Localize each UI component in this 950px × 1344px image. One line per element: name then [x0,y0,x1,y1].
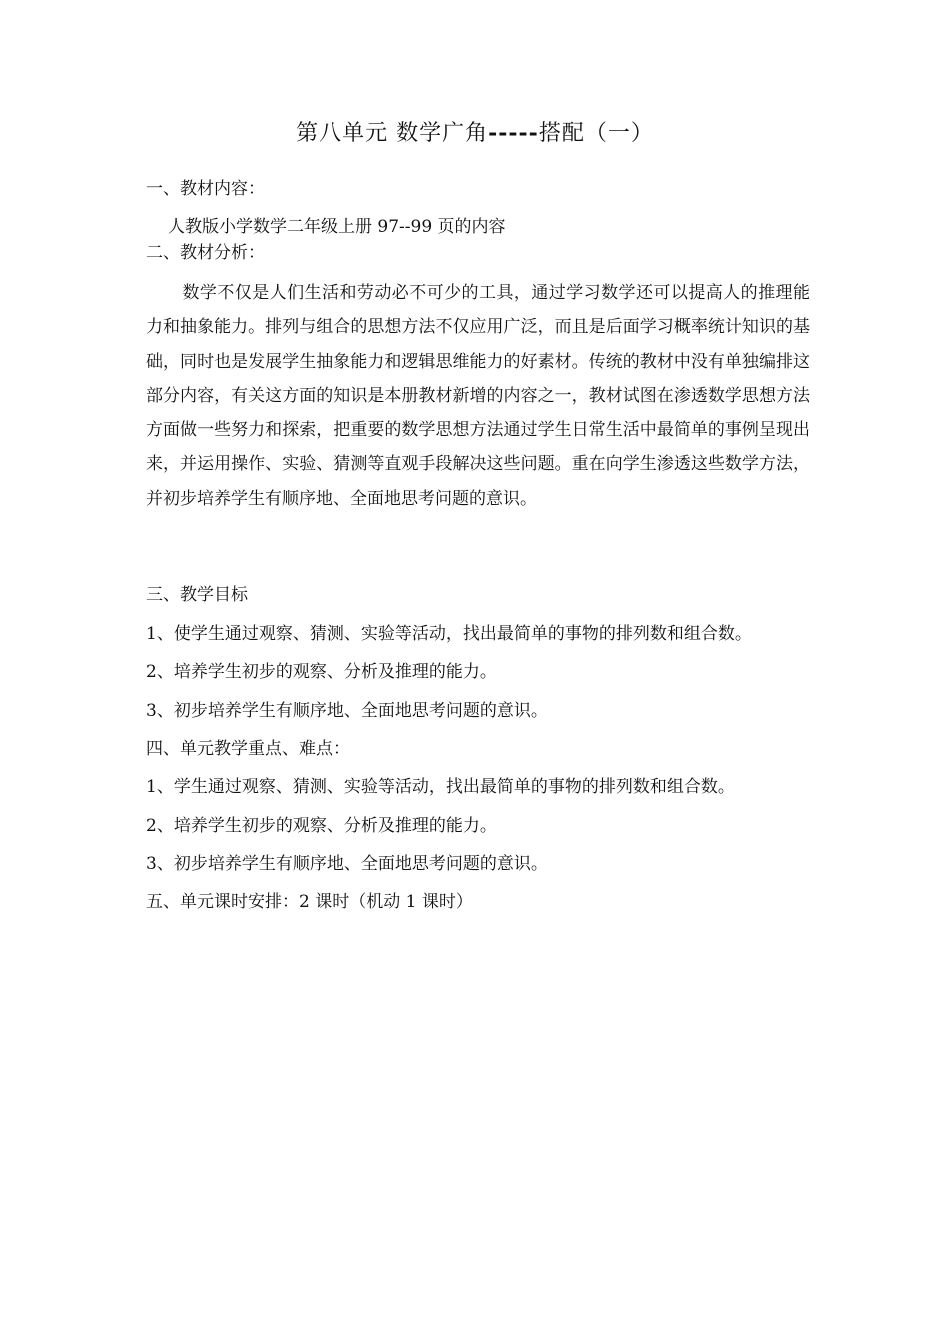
section-2-heading: 二、教材分析： [146,243,265,263]
section-2-paragraph [146,276,810,516]
section-3-item-2: 2、培养学生初步的观察、分析及推理的能力。 [146,662,497,682]
section-4-heading: 四、单元教学重点、难点： [146,739,350,759]
section-2-paragraph-text: 数学不仅是人们生活和劳动必不可少的工具，通过学习数学还可以提高人的推理能力和抽象能力。排列与组合的思想方法不仅应用广泛，而且是后面学习概率统计知识的基础，同时也是发展学生抽象能力和逻辑思维能力的好素材。传统的教材中没有单独编排这部分内容，有关这方面的知识是本册教材新增的内容之一，教材试图在渗透数学思想方法方面做一些努力和探索，把重要的数学思想方法通过学生日常生活中最简单的事例呈现出来，并运用操作、实验、猜测等直观手段解决这些问题。重在向学生渗透这些数学方法，并初步培养学生有顺序地、全面地思考问题的意识。 [146,283,810,509]
section-4-item-3: 3、初步培养学生有顺序地、全面地思考问题的意识。 [146,854,548,874]
section-3-heading: 三、教学目标 [146,585,248,605]
section-5-text: 五、单元课时安排：2 课时（机动 1 课时） [146,892,473,912]
page-title [0,116,950,151]
section-1-text: 人教版小学数学二年级上册 97--99 页的内容 [168,217,506,237]
title-tail: 搭配（一） [538,121,654,146]
section-3-item-3: 3、初步培养学生有顺序地、全面地思考问题的意识。 [146,701,548,721]
title-main: 第八单元 数学广角 [296,121,489,146]
section-3-item-1: 1、使学生通过观察、猜测、实验等活动，找出最简单的事物的排列数和组合数。 [146,624,752,644]
section-1-heading: 一、教材内容： [146,179,265,199]
section-4-item-1: 1、学生通过观察、猜测、实验等活动，找出最简单的事物的排列数和组合数。 [146,777,735,797]
section-4-item-2: 2、培养学生初步的观察、分析及推理的能力。 [146,816,497,836]
title-dashes: ----- [488,120,539,146]
